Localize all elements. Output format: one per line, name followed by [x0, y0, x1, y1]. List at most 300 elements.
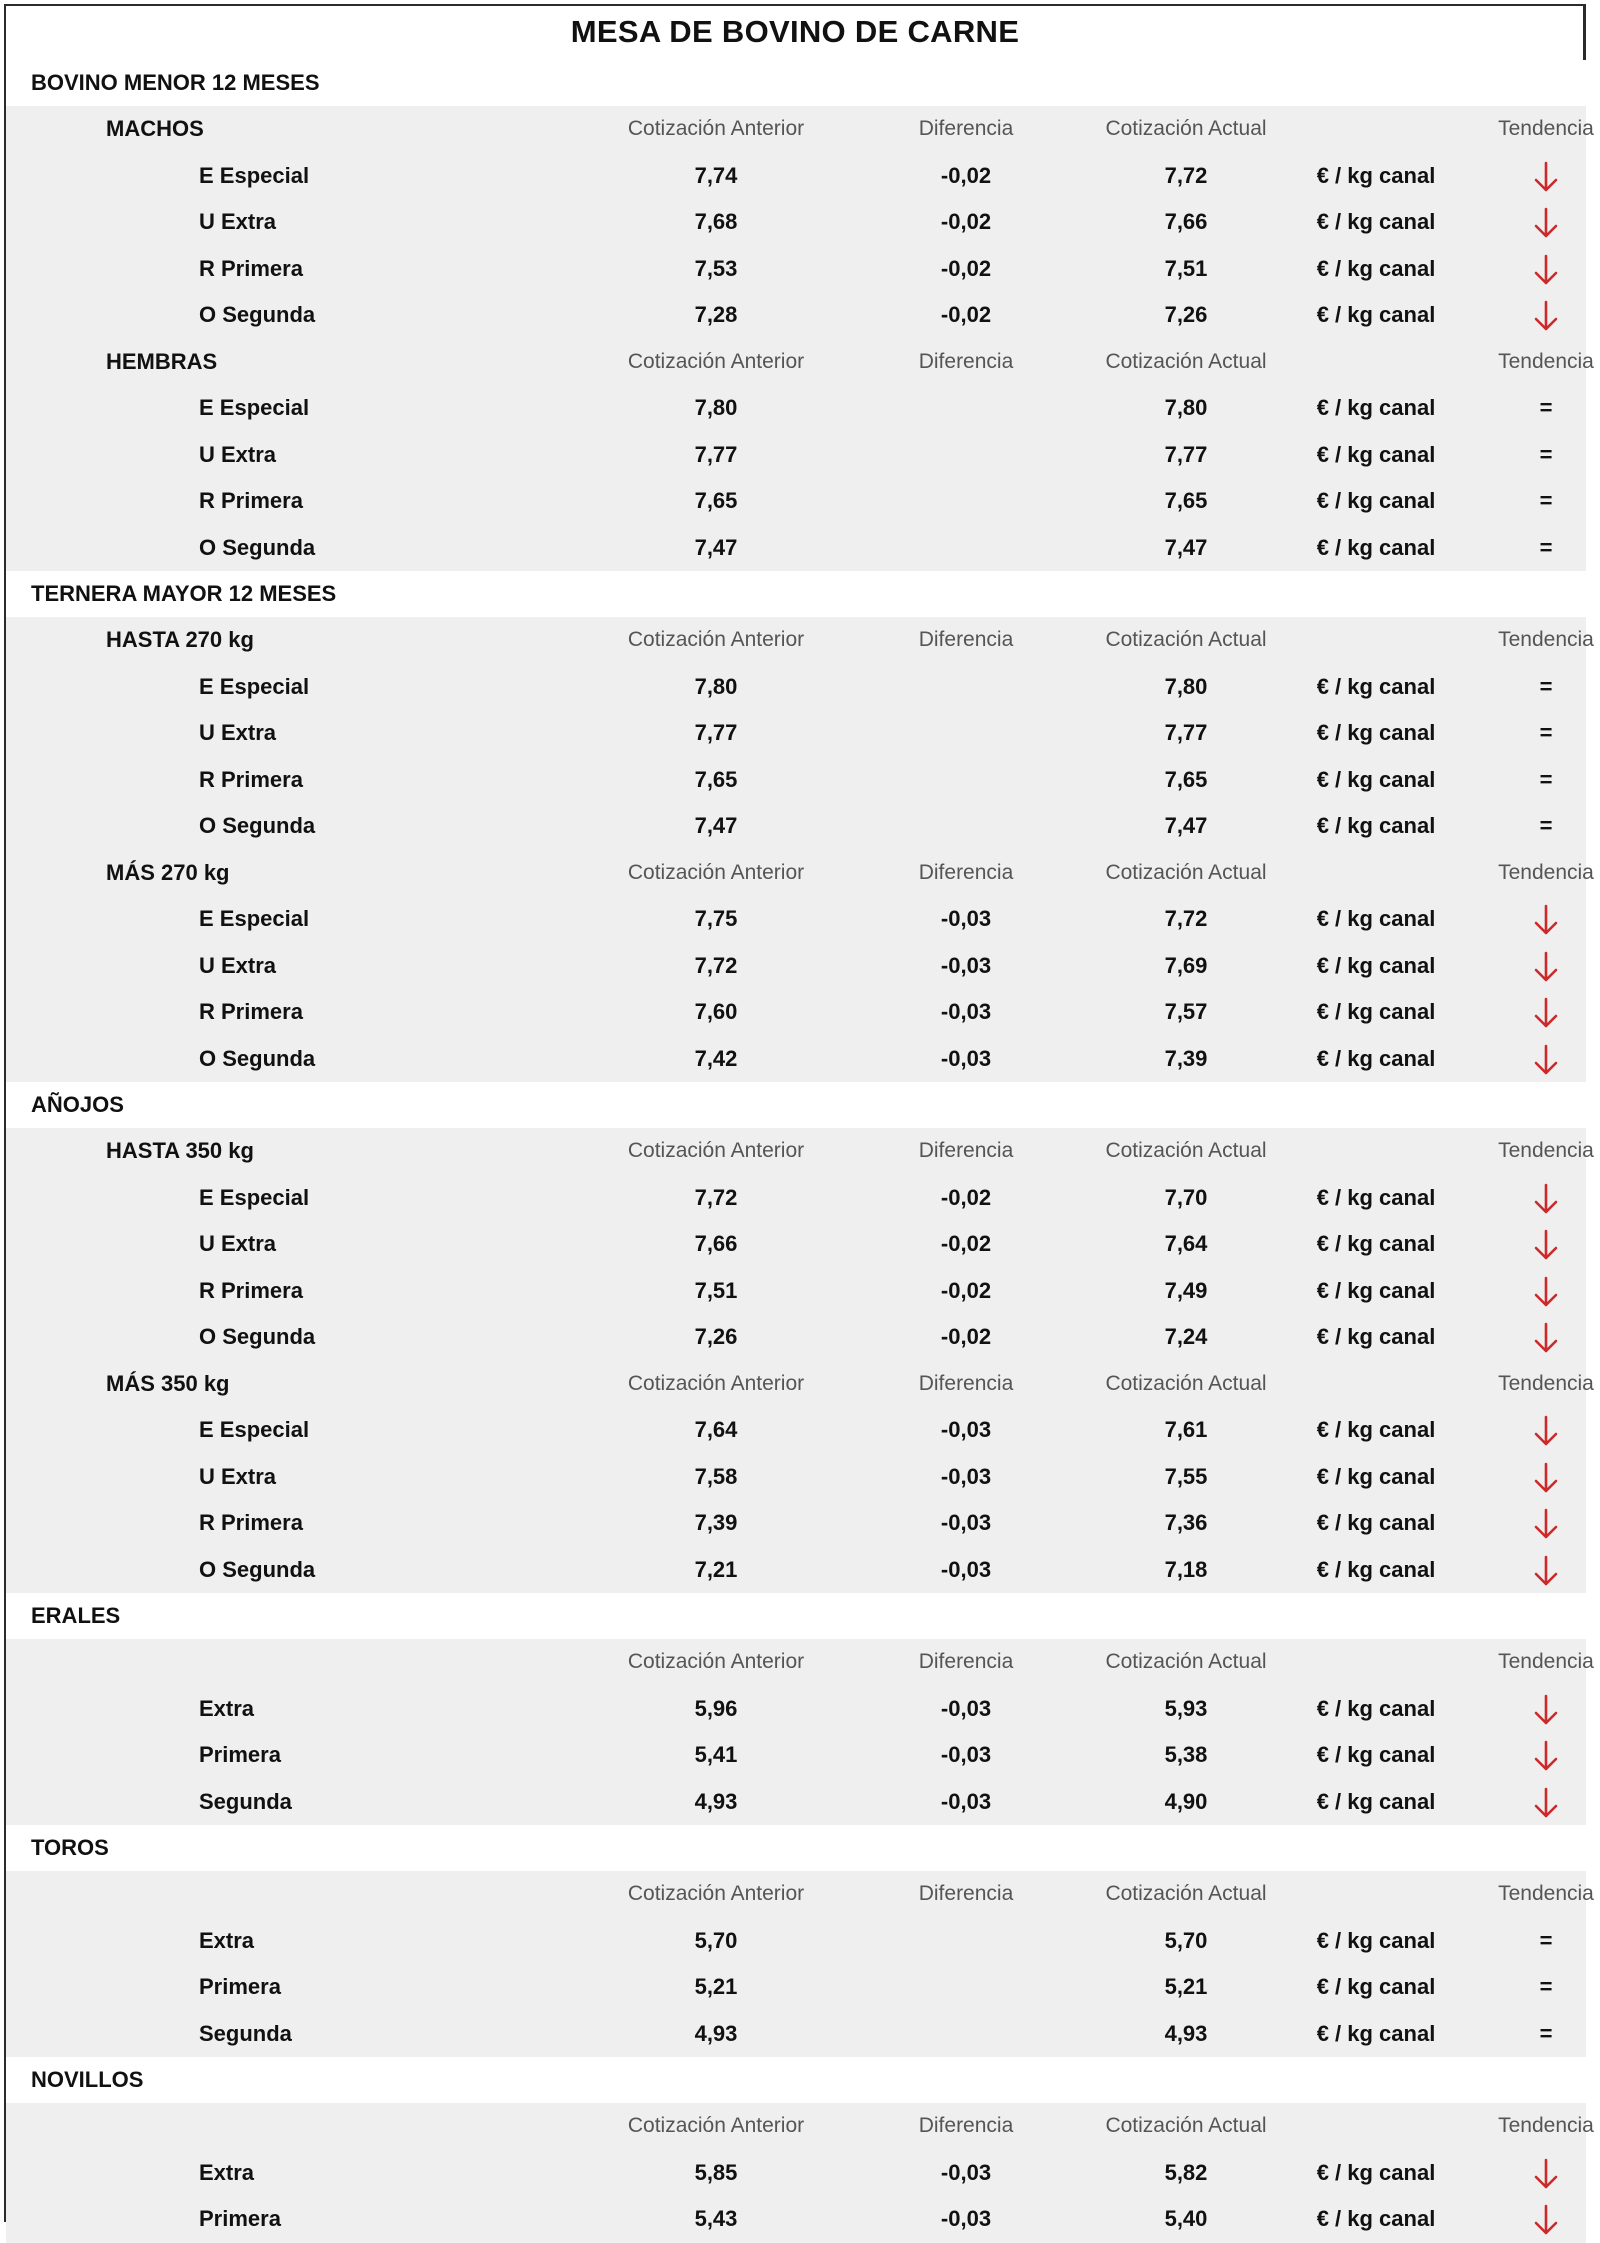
arrow-down-icon: [1533, 1739, 1559, 1773]
trend-cell: [1446, 478, 1600, 525]
value-prev: 7,58: [694, 1463, 738, 1489]
row-label: E Especial: [199, 162, 310, 188]
table-row: [6, 478, 1586, 525]
header-cotizacion-actual: Cotización Actual: [1105, 2114, 1267, 2137]
trend-cell: [1446, 757, 1600, 804]
unit-label: € / kg canal: [1316, 720, 1436, 745]
trend-cell: [1446, 432, 1600, 479]
unit-label: € / kg canal: [1316, 1695, 1436, 1721]
row-label: Segunda: [199, 1788, 292, 1814]
table-row: [6, 1918, 1586, 1965]
value-diff: -0,03: [940, 2159, 992, 2185]
trend-equal: =: [1539, 441, 1553, 467]
unit-label: € / kg canal: [1316, 999, 1436, 1024]
section-title: TERNERA MAYOR 12 MESES: [6, 571, 1586, 617]
row-label: E Especial: [199, 1417, 310, 1442]
row-label: O Segunda: [199, 1324, 316, 1349]
value-prev: 7,77: [694, 720, 738, 745]
section-block: [6, 1128, 1594, 1593]
value-curr: 7,72: [1164, 162, 1208, 188]
value-curr: 7,65: [1164, 766, 1208, 792]
trend-cell: [1446, 1686, 1600, 1733]
section-title: BOVINO MENOR 12 MESES: [6, 60, 1586, 106]
header-tendencia: Tendencia: [1498, 860, 1594, 884]
header-cotizacion-anterior: Cotización Anterior: [627, 117, 805, 140]
header-tendencia: Tendencia: [1498, 1371, 1594, 1395]
trend-cell: [1446, 710, 1600, 757]
header-cotizacion-actual: Cotización Actual: [1105, 1371, 1267, 1395]
value-prev: 7,64: [694, 1417, 738, 1442]
trend-cell: [1446, 1779, 1600, 1826]
unit-label: € / kg canal: [1316, 1324, 1436, 1349]
group-label: MÁS 270 kg: [106, 859, 230, 885]
column-header-row: [6, 106, 1594, 153]
section-block: [6, 1871, 1594, 2057]
trend-cell: [1446, 1964, 1600, 2011]
group-label: HASTA 270 kg: [106, 627, 254, 652]
value-curr: 7,18: [1164, 1556, 1208, 1582]
header-cotizacion-anterior: Cotización Anterior: [627, 860, 805, 884]
arrow-down-icon: [1533, 1507, 1559, 1541]
value-curr: 5,93: [1164, 1695, 1208, 1721]
arrow-down-icon: [1533, 1461, 1559, 1495]
column-header-row: [6, 1128, 1594, 1175]
table-row: [6, 1732, 1586, 1779]
trend-equal: =: [1539, 766, 1553, 792]
unit-label: € / kg canal: [1316, 441, 1436, 467]
value-prev: 7,26: [694, 1324, 738, 1349]
unit-label: € / kg canal: [1316, 1510, 1436, 1535]
table-row: [6, 1454, 1586, 1501]
value-prev: 7,42: [694, 1045, 738, 1071]
column-header-row: [6, 1639, 1594, 1686]
trend-cell: [1446, 1221, 1600, 1268]
value-prev: 5,41: [694, 1742, 738, 1767]
header-diferencia: Diferencia: [918, 860, 1014, 884]
header-cotizacion-actual: Cotización Actual: [1105, 1650, 1267, 1673]
trend-cell: [1446, 943, 1600, 990]
value-prev: 7,47: [694, 534, 738, 560]
unit-label: € / kg canal: [1316, 1788, 1436, 1814]
trend-cell: [1446, 1918, 1600, 1965]
value-diff: -0,02: [940, 1231, 992, 1256]
unit-label: € / kg canal: [1316, 1277, 1436, 1303]
row-label: U Extra: [199, 209, 277, 234]
table-row: [6, 1686, 1586, 1733]
section-title: ERALES: [6, 1593, 1586, 1639]
value-curr: 7,49: [1164, 1277, 1208, 1303]
unit-label: € / kg canal: [1316, 1927, 1436, 1953]
header-cotizacion-anterior: Cotización Anterior: [627, 2114, 805, 2137]
row-label: U Extra: [199, 952, 277, 978]
arrow-down-icon: [1533, 1693, 1559, 1727]
value-curr: 7,77: [1164, 441, 1208, 467]
value-prev: 7,77: [694, 441, 738, 467]
arrow-down-icon: [1533, 903, 1559, 937]
value-diff: -0,03: [940, 952, 992, 978]
value-curr: 5,21: [1164, 1974, 1208, 1999]
header-cotizacion-anterior: Cotización Anterior: [627, 1139, 805, 1162]
trend-equal: =: [1539, 720, 1553, 745]
value-diff: -0,03: [940, 1788, 992, 1814]
value-prev: 7,28: [694, 302, 738, 327]
unit-label: € / kg canal: [1316, 488, 1436, 513]
trend-equal: =: [1539, 813, 1553, 838]
arrow-down-icon: [1533, 2157, 1559, 2191]
trend-cell: [1446, 2150, 1600, 2197]
value-prev: 7,65: [694, 766, 738, 792]
trend-cell: [1446, 1268, 1600, 1315]
row-label: R Primera: [199, 1510, 303, 1535]
value-prev: 5,21: [694, 1974, 738, 1999]
value-prev: 7,60: [694, 999, 738, 1024]
value-curr: 7,80: [1164, 395, 1208, 420]
unit-label: € / kg canal: [1316, 813, 1436, 838]
header-diferencia: Diferencia: [918, 117, 1014, 140]
trend-equal: =: [1539, 1927, 1553, 1953]
unit-label: € / kg canal: [1316, 255, 1436, 281]
value-prev: 5,85: [694, 2159, 738, 2185]
row-label: Primera: [199, 1974, 281, 1999]
header-tendencia: Tendencia: [1498, 1882, 1594, 1905]
value-prev: 7,72: [694, 1184, 738, 1210]
value-curr: 7,47: [1164, 534, 1208, 560]
table-row: [6, 1314, 1586, 1361]
trend-equal: =: [1539, 395, 1553, 420]
header-diferencia: Diferencia: [918, 628, 1014, 651]
header-diferencia: Diferencia: [918, 349, 1014, 373]
table-row: [6, 1779, 1586, 1826]
value-prev: 5,43: [694, 2206, 738, 2231]
value-curr: 4,93: [1164, 2020, 1208, 2046]
value-prev: 7,66: [694, 1231, 738, 1256]
trend-cell: [1446, 2196, 1600, 2243]
table-row: [6, 1547, 1586, 1594]
trend-cell: [1446, 1036, 1600, 1083]
value-diff: -0,03: [940, 906, 992, 931]
row-label: E Especial: [199, 1184, 310, 1210]
trend-cell: [1446, 385, 1600, 432]
unit-label: € / kg canal: [1316, 2020, 1436, 2046]
value-diff: -0,02: [940, 302, 992, 327]
column-header-row: [6, 1361, 1594, 1408]
header-cotizacion-actual: Cotización Actual: [1105, 349, 1267, 373]
row-label: Primera: [199, 1742, 281, 1767]
row-label: O Segunda: [199, 1045, 316, 1071]
value-prev: 4,93: [694, 2020, 738, 2046]
unit-label: € / kg canal: [1316, 1417, 1436, 1442]
section-title: TOROS: [6, 1825, 1586, 1871]
trend-cell: [1446, 199, 1600, 246]
trend-cell: [1446, 2011, 1600, 2058]
value-curr: 7,51: [1164, 255, 1208, 281]
header-cotizacion-actual: Cotización Actual: [1105, 1882, 1267, 1905]
value-curr: 7,39: [1164, 1045, 1208, 1071]
column-header-row: [6, 617, 1594, 664]
table-row: [6, 153, 1586, 200]
unit-label: € / kg canal: [1316, 209, 1436, 234]
row-label: U Extra: [199, 1463, 277, 1489]
value-prev: 4,93: [694, 1788, 738, 1814]
table-row: [6, 525, 1586, 572]
trend-equal: =: [1539, 673, 1553, 699]
trend-equal: =: [1539, 488, 1553, 513]
section-title: AÑOJOS: [6, 1082, 1586, 1128]
row-label: E Especial: [199, 395, 310, 420]
column-header-row: [6, 850, 1594, 897]
row-label: Extra: [199, 2159, 255, 2185]
header-tendencia: Tendencia: [1498, 2114, 1594, 2137]
table-row: [6, 757, 1586, 804]
arrow-down-icon: [1533, 1321, 1559, 1355]
section-block: [6, 2103, 1594, 2243]
table-row: [6, 199, 1586, 246]
value-diff: -0,02: [940, 1184, 992, 1210]
header-cotizacion-anterior: Cotización Anterior: [627, 1650, 805, 1673]
trend-cell: [1446, 896, 1600, 943]
row-label: O Segunda: [199, 302, 316, 327]
trend-cell: [1446, 1547, 1600, 1594]
row-label: E Especial: [199, 673, 310, 699]
row-label: U Extra: [199, 1231, 277, 1256]
value-curr: 7,69: [1164, 952, 1208, 978]
header-tendencia: Tendencia: [1498, 1650, 1594, 1673]
trend-cell: [1446, 525, 1600, 572]
table-row: [6, 803, 1586, 850]
value-prev: 7,65: [694, 488, 738, 513]
row-label: R Primera: [199, 488, 303, 513]
row-label: O Segunda: [199, 813, 316, 838]
header-diferencia: Diferencia: [918, 1371, 1014, 1395]
value-diff: -0,02: [940, 162, 992, 188]
group-label: HEMBRAS: [106, 348, 218, 374]
arrow-down-icon: [1533, 1043, 1559, 1077]
trend-cell: [1446, 1407, 1600, 1454]
value-curr: 7,64: [1164, 1231, 1208, 1256]
unit-label: € / kg canal: [1316, 1974, 1436, 1999]
value-diff: -0,02: [940, 255, 992, 281]
table-row: [6, 1221, 1586, 1268]
trend-cell: [1446, 292, 1600, 339]
value-curr: 7,70: [1164, 1184, 1208, 1210]
row-label: Primera: [199, 2206, 281, 2231]
value-curr: 7,77: [1164, 720, 1208, 745]
table-row: [6, 2196, 1586, 2243]
unit-label: € / kg canal: [1316, 906, 1436, 931]
row-label: U Extra: [199, 441, 277, 467]
unit-label: € / kg canal: [1316, 2206, 1436, 2231]
arrow-down-icon: [1533, 253, 1559, 287]
table-row: [6, 1175, 1586, 1222]
table-row: [6, 896, 1586, 943]
header-cotizacion-actual: Cotización Actual: [1105, 1139, 1267, 1162]
value-curr: 5,70: [1164, 1927, 1208, 1953]
value-prev: 7,80: [694, 673, 738, 699]
header-cotizacion-actual: Cotización Actual: [1105, 628, 1267, 651]
value-diff: -0,03: [940, 1510, 992, 1535]
trend-equal: =: [1539, 1974, 1553, 1999]
trend-cell: [1446, 1500, 1600, 1547]
value-diff: -0,02: [940, 1324, 992, 1349]
header-cotizacion-anterior: Cotización Anterior: [627, 1371, 805, 1395]
value-diff: -0,03: [940, 1695, 992, 1721]
value-curr: 5,82: [1164, 2159, 1208, 2185]
arrow-down-icon: [1533, 299, 1559, 333]
arrow-down-icon: [1533, 1228, 1559, 1262]
table-row: [6, 1407, 1586, 1454]
header-diferencia: Diferencia: [918, 1650, 1014, 1673]
arrow-down-icon: [1533, 1414, 1559, 1448]
trend-cell: [1446, 246, 1600, 293]
value-curr: 7,24: [1164, 1324, 1208, 1349]
value-curr: 7,80: [1164, 673, 1208, 699]
value-diff: -0,03: [940, 1045, 992, 1071]
table-row: [6, 246, 1586, 293]
value-diff: -0,03: [940, 2206, 992, 2231]
table-row: [6, 1268, 1586, 1315]
value-curr: 5,40: [1164, 2206, 1208, 2231]
table-row: [6, 2150, 1586, 2197]
value-curr: 7,36: [1164, 1510, 1208, 1535]
value-diff: -0,03: [940, 1556, 992, 1582]
header-tendencia: Tendencia: [1498, 349, 1594, 373]
table-row: [6, 1500, 1586, 1547]
unit-label: € / kg canal: [1316, 395, 1436, 420]
table-row: [6, 2011, 1586, 2058]
group-label: HASTA 350 kg: [106, 1138, 254, 1163]
unit-label: € / kg canal: [1316, 2159, 1436, 2185]
value-diff: -0,03: [940, 1463, 992, 1489]
table-row: [6, 432, 1586, 479]
row-label: R Primera: [199, 999, 303, 1024]
value-prev: 7,51: [694, 1277, 738, 1303]
header-tendencia: Tendencia: [1498, 117, 1594, 140]
header-cotizacion-anterior: Cotización Anterior: [627, 628, 805, 651]
table-row: [6, 292, 1586, 339]
unit-label: € / kg canal: [1316, 1463, 1436, 1489]
row-label: E Especial: [199, 906, 310, 931]
row-label: R Primera: [199, 255, 303, 281]
header-diferencia: Diferencia: [918, 1139, 1014, 1162]
value-prev: 7,39: [694, 1510, 738, 1535]
value-diff: -0,02: [940, 209, 992, 234]
value-prev: 5,70: [694, 1927, 738, 1953]
arrow-down-icon: [1533, 950, 1559, 984]
value-curr: 7,55: [1164, 1463, 1208, 1489]
arrow-down-icon: [1533, 1275, 1559, 1309]
column-header-row: [6, 339, 1594, 386]
trend-cell: [1446, 1454, 1600, 1501]
trend-cell: [1446, 989, 1600, 1036]
value-curr: 4,90: [1164, 1788, 1208, 1814]
value-curr: 7,61: [1164, 1417, 1208, 1442]
value-prev: 7,74: [694, 162, 738, 188]
row-label: U Extra: [199, 720, 277, 745]
value-curr: 7,65: [1164, 488, 1208, 513]
value-prev: 7,53: [694, 255, 738, 281]
header-cotizacion-anterior: Cotización Anterior: [627, 349, 805, 373]
value-curr: 7,47: [1164, 813, 1208, 838]
arrow-down-icon: [1533, 160, 1559, 194]
table-row: [6, 385, 1586, 432]
arrow-down-icon: [1533, 1182, 1559, 1216]
unit-label: € / kg canal: [1316, 1045, 1436, 1071]
table-row: [6, 664, 1586, 711]
value-curr: 7,57: [1164, 999, 1208, 1024]
unit-label: € / kg canal: [1316, 302, 1436, 327]
value-prev: 7,68: [694, 209, 738, 234]
row-label: O Segunda: [199, 1556, 316, 1582]
row-label: Extra: [199, 1695, 255, 1721]
value-curr: 7,26: [1164, 302, 1208, 327]
trend-equal: =: [1539, 2020, 1553, 2046]
value-prev: 7,47: [694, 813, 738, 838]
header-cotizacion-anterior: Cotización Anterior: [627, 1882, 805, 1905]
unit-label: € / kg canal: [1316, 1231, 1436, 1256]
trend-equal: =: [1539, 534, 1553, 560]
value-diff: -0,03: [940, 1417, 992, 1442]
header-tendencia: Tendencia: [1498, 628, 1594, 651]
group-label: MACHOS: [106, 116, 204, 141]
table-row: [6, 989, 1586, 1036]
unit-label: € / kg canal: [1316, 952, 1436, 978]
row-label: R Primera: [199, 766, 303, 792]
trend-cell: [1446, 664, 1600, 711]
table-row: [6, 1036, 1586, 1083]
table-row: [6, 943, 1586, 990]
trend-cell: [1446, 1314, 1600, 1361]
price-table: [6, 60, 1594, 2243]
row-label: O Segunda: [199, 534, 316, 560]
value-diff: -0,02: [940, 1277, 992, 1303]
arrow-down-icon: [1533, 2203, 1559, 2237]
column-header-row: [6, 2103, 1594, 2150]
value-curr: 7,66: [1164, 209, 1208, 234]
header-cotizacion-actual: Cotización Actual: [1105, 117, 1267, 140]
row-label: Extra: [199, 1927, 255, 1953]
table-row: [6, 1964, 1586, 2011]
unit-label: € / kg canal: [1316, 1742, 1436, 1767]
value-prev: 7,80: [694, 395, 738, 420]
section-block: [6, 106, 1594, 571]
unit-label: € / kg canal: [1316, 1556, 1436, 1582]
arrow-down-icon: [1533, 996, 1559, 1030]
value-prev: 7,75: [694, 906, 738, 931]
header-tendencia: Tendencia: [1498, 1139, 1594, 1162]
row-label: Segunda: [199, 2020, 292, 2046]
trend-cell: [1446, 803, 1600, 850]
value-prev: 7,21: [694, 1556, 738, 1582]
table-row: [6, 710, 1586, 757]
row-label: R Primera: [199, 1277, 303, 1303]
unit-label: € / kg canal: [1316, 162, 1436, 188]
group-label: MÁS 350 kg: [106, 1370, 230, 1396]
header-diferencia: Diferencia: [918, 1882, 1014, 1905]
column-header-row: [6, 1871, 1594, 1918]
trend-cell: [1446, 1175, 1600, 1222]
arrow-down-icon: [1533, 1554, 1559, 1588]
section-title: NOVILLOS: [6, 2057, 1586, 2103]
unit-label: € / kg canal: [1316, 766, 1436, 792]
value-curr: 7,72: [1164, 906, 1208, 931]
unit-label: € / kg canal: [1316, 534, 1436, 560]
unit-label: € / kg canal: [1316, 1184, 1436, 1210]
value-prev: 5,96: [694, 1695, 738, 1721]
trend-cell: [1446, 153, 1600, 200]
section-block: [6, 1639, 1594, 1825]
value-diff: -0,03: [940, 1742, 992, 1767]
value-curr: 5,38: [1164, 1742, 1208, 1767]
